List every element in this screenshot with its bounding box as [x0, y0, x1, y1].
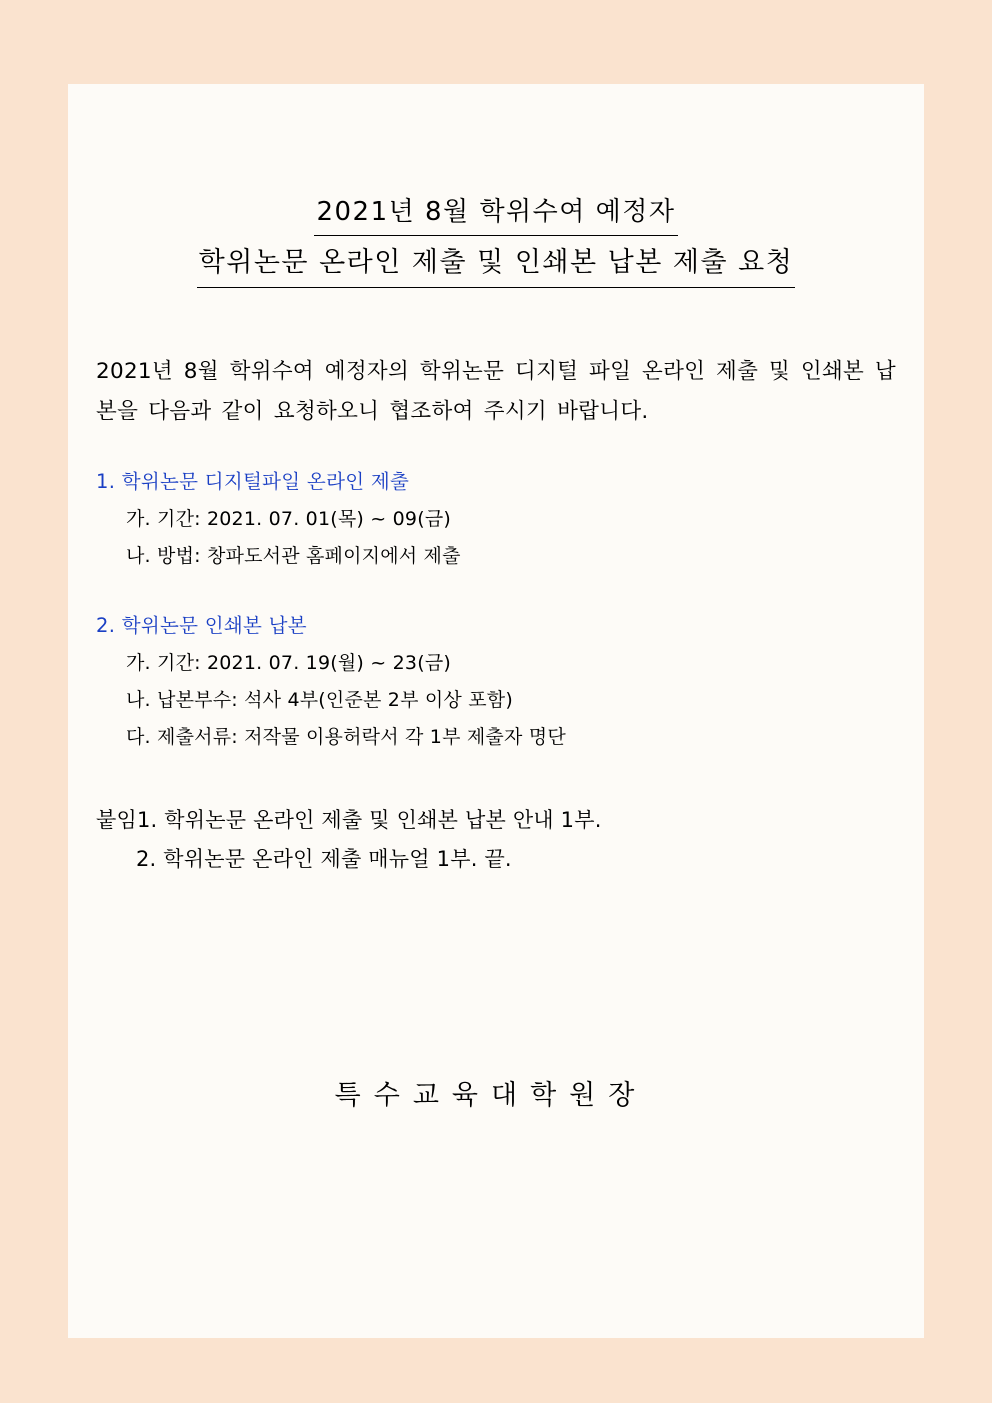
page-title	[68, 192, 924, 288]
section-2-item-1: 가. 기간: 2021. 07. 19(월) ~ 23(금)	[126, 651, 451, 674]
intro-paragraph: 2021년 8월 학위수여 예정자의 학위논문 디지털 파일 온라인 제출 및 인쇄본 납본을 다음과 같이 요청하오니 협조하여 주시기 바랍니다.	[96, 359, 896, 424]
section-2-heading: 2. 학위논문 인쇄본 납본	[96, 613, 307, 637]
attachment-line-1: 붙임1. 학위논문 온라인 제출 및 인쇄본 납본 안내 1부.	[96, 807, 602, 832]
title-line-2: 학위논문 온라인 제출 및 인쇄본 납본 제출 요청	[197, 242, 796, 288]
attachment-line-2: 2. 학위논문 온라인 제출 매뉴얼 1부. 끝.	[136, 846, 512, 871]
title-line-1: 2021년 8월 학위수여 예정자	[314, 192, 677, 236]
section-online-submission	[96, 466, 896, 568]
section-1-item-1: 가. 기간: 2021. 07. 01(목) ~ 09(금)	[126, 507, 451, 530]
issuer-signature: 특수교육대학원장	[334, 1080, 648, 1112]
document-page	[68, 84, 924, 1338]
section-1-item-2: 나. 방법: 창파도서관 홈페이지에서 제출	[126, 544, 461, 567]
section-print-deposit	[96, 610, 896, 749]
section-2-item-3: 다. 제출서류: 저작물 이용허락서 각 1부 제출자 명단	[126, 725, 566, 748]
document-body	[68, 352, 924, 1112]
section-1-heading: 1. 학위논문 디지털파일 온라인 제출	[96, 469, 410, 493]
attachments-block	[96, 801, 896, 879]
section-2-item-2: 나. 납본부수: 석사 4부(인준본 2부 이상 포함)	[126, 688, 513, 711]
